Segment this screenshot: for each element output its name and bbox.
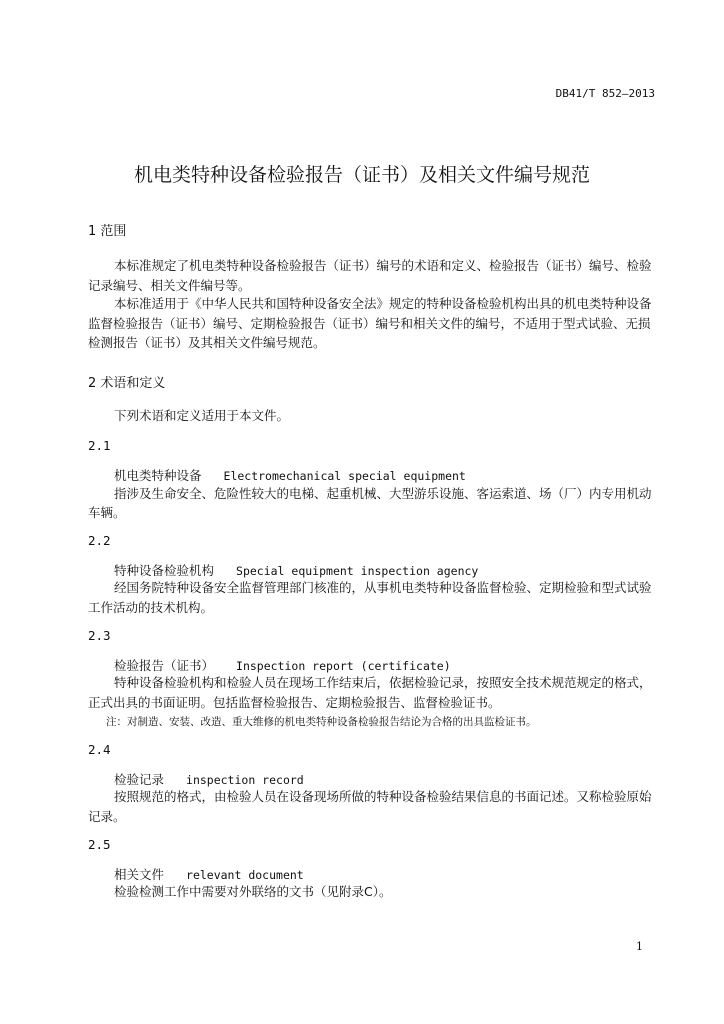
term-en: inspection record: [186, 773, 304, 787]
term-en: Special equipment inspection agency: [236, 564, 479, 578]
paragraph-line: 指涉及生命安全、危险性较大的电梯、起重机械、大型游乐设施、客运索道、场（厂）内专用机动: [114, 486, 652, 501]
term-entry: [114, 865, 304, 883]
clause-number: 2.3: [88, 628, 111, 643]
paragraph-line: 车辆。: [88, 505, 126, 520]
paragraph-line: 记录编号、相关文件编号等。: [88, 278, 251, 293]
clause-number: 2.1: [88, 438, 111, 453]
page-number: 1: [636, 940, 643, 953]
term-en: relevant document: [186, 868, 304, 882]
paragraph-line: 本标准适用于《中华人民共和国特种设备安全法》规定的特种设备检验机构出具的机电类特种设备: [114, 296, 652, 311]
term-entry: [114, 656, 451, 674]
term-entry: [114, 466, 466, 484]
paragraph-line: 记录。: [88, 809, 126, 824]
paragraph-line: 监督检验报告（证书）编号、定期检验报告（证书）编号和相关文件的编号，不适用于型式试验、无损: [88, 316, 651, 331]
paragraph-line: 特种设备检验机构和检验人员在现场工作结束后，依据检验记录，按照安全技术规范规定的格式，: [114, 675, 652, 690]
term-en: Electromechanical special equipment: [223, 469, 466, 483]
term-entry: [114, 561, 478, 579]
paragraph-line: 检测报告（证书）及其相关文件编号规范。: [88, 335, 326, 350]
term-cn: 检验报告（证书）: [114, 658, 215, 673]
note-line: 注：对制造、安装、改造、重大维修的机电类特种设备检验报告结论为合格的出具监检证书。: [106, 716, 537, 728]
document-title: 机电类特种设备检验报告（证书）及相关文件编号规范: [133, 164, 590, 186]
term-cn: 相关文件: [114, 867, 165, 882]
clause-number: 2.2: [88, 533, 111, 548]
term-en: Inspection report (certificate): [236, 659, 451, 673]
document-code: DB41/T 852—2013: [555, 87, 655, 100]
section-heading-terms: 2 术语和定义: [88, 376, 166, 391]
section-heading-scope: 1 范围: [88, 224, 127, 239]
paragraph-line: 检验检测工作中需要对外联络的文书（见附录C）。: [114, 884, 392, 899]
clause-number: 2.4: [88, 742, 111, 757]
term-cn: 机电类特种设备: [114, 468, 202, 483]
clause-number: 2.5: [88, 837, 111, 852]
paragraph-line: 工作活动的技术机构。: [88, 600, 214, 615]
paragraph-line: 本标准规定了机电类特种设备检验报告（证书）编号的术语和定义、检验报告（证书）编号、检验: [114, 258, 652, 273]
paragraph-line: 下列术语和定义适用于本文件。: [114, 408, 290, 423]
paragraph-line: 正式出具的书面证明。包括监督检验报告、定期检验报告、监督检验证书。: [88, 695, 501, 710]
term-cn: 检验记录: [114, 772, 165, 787]
term-entry: [114, 770, 304, 788]
paragraph-line: 按照规范的格式，由检验人员在设备现场所做的特种设备检验结果信息的书面记述。又称检验原始: [114, 789, 652, 804]
paragraph-line: 经国务院特种设备安全监督管理部门核准的，从事机电类特种设备监督检验、定期检验和型式试验: [114, 580, 652, 595]
term-cn: 特种设备检验机构: [114, 563, 215, 578]
